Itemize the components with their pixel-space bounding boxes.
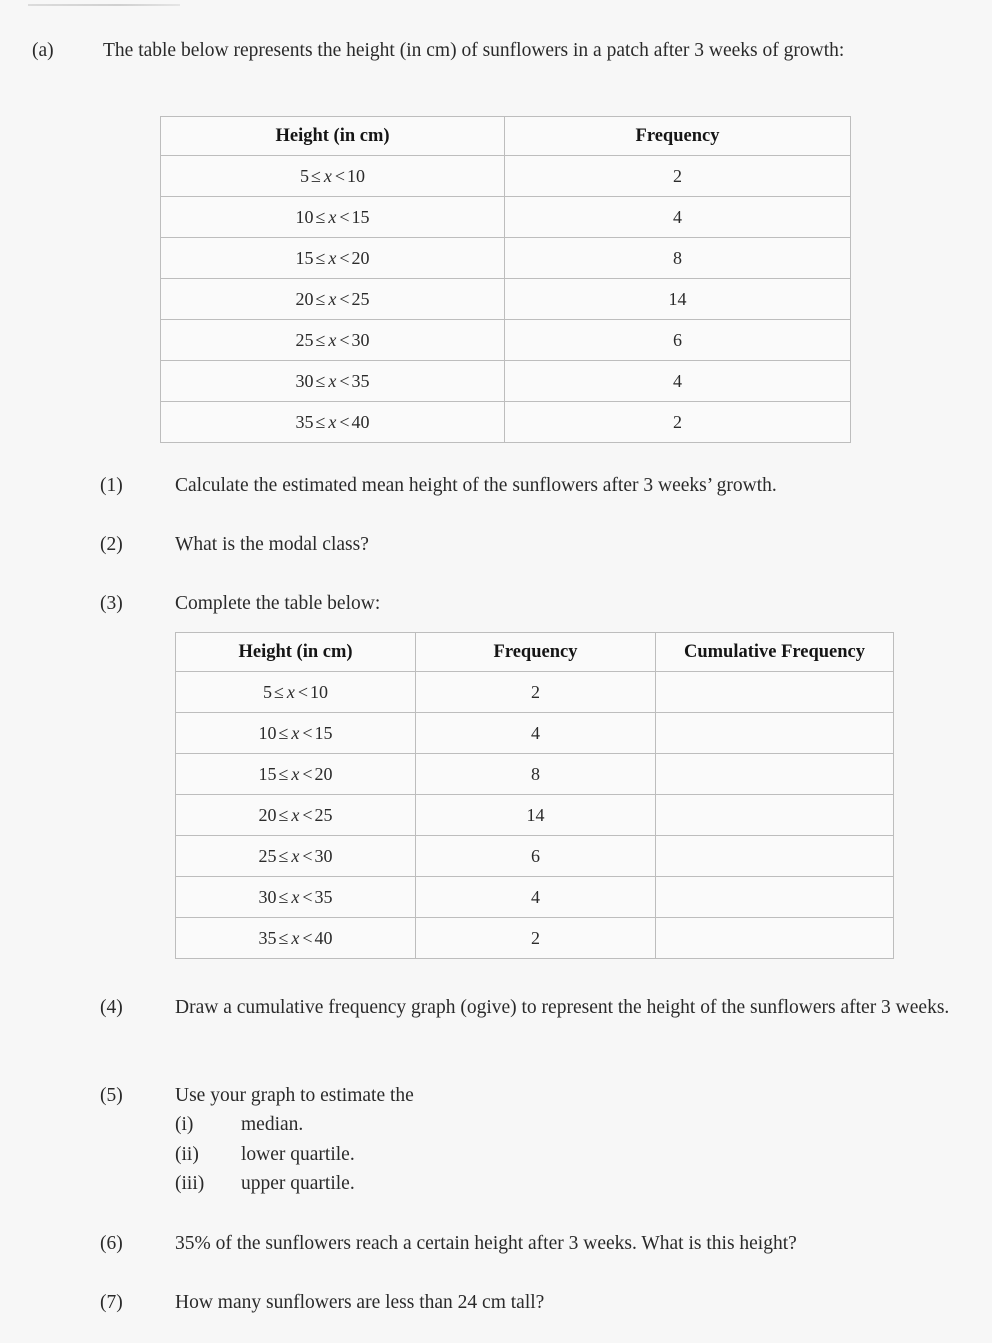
interval-variable: x: [291, 722, 300, 743]
question-1-text: Calculate the estimated mean height of the sunflowers after 3 weeks’ growth.: [175, 475, 777, 496]
cell-frequency: 4: [505, 361, 851, 402]
cell-frequency: 14: [416, 795, 656, 836]
interval-relation-upper: <: [302, 804, 313, 825]
interval-upper-bound: 10: [310, 681, 329, 702]
cell-cumulative-frequency-blank[interactable]: [656, 836, 894, 877]
height-interval: [258, 846, 332, 866]
column-header-height: Height (in cm): [161, 117, 505, 156]
column-header-frequency: Frequency: [505, 117, 851, 156]
interval-relation-upper: <: [302, 886, 313, 907]
interval-relation-upper: <: [339, 329, 350, 350]
cell-cumulative-frequency-blank[interactable]: [656, 918, 894, 959]
interval-lower-bound: 15: [258, 763, 277, 784]
cell-height-interval: [176, 754, 416, 795]
table-row: [176, 918, 894, 959]
interval-lower-bound: 30: [295, 370, 314, 391]
cell-height-interval: [176, 918, 416, 959]
interval-variable: x: [291, 763, 300, 784]
cell-frequency: 2: [505, 156, 851, 197]
cell-height-interval: [176, 877, 416, 918]
question-6-text: 35% of the sunflowers reach a certain height after 3 weeks. What is this height?: [175, 1233, 797, 1254]
height-interval: [258, 764, 332, 784]
cell-height-interval: [161, 156, 505, 197]
interval-upper-bound: 40: [314, 927, 333, 948]
interval-upper-bound: 30: [314, 845, 333, 866]
cell-frequency: 8: [505, 238, 851, 279]
interval-upper-bound: 40: [351, 411, 370, 432]
height-interval: [295, 371, 369, 391]
cell-frequency: 6: [416, 836, 656, 877]
cell-cumulative-frequency-blank[interactable]: [656, 713, 894, 754]
interval-upper-bound: 15: [351, 206, 370, 227]
question-5-label: (5): [100, 1085, 123, 1106]
question-5-subitem: [175, 1169, 962, 1199]
question-item-2: [100, 530, 962, 559]
table-row: [161, 402, 851, 443]
interval-variable: x: [328, 288, 337, 309]
interval-relation-upper: <: [297, 681, 309, 702]
height-interval: [295, 207, 369, 227]
interval-lower-bound: 20: [295, 288, 314, 309]
subitem-label: (ii): [175, 1143, 199, 1165]
cell-height-interval: [176, 795, 416, 836]
height-interval: [258, 805, 332, 825]
interval-lower-bound: 20: [258, 804, 277, 825]
interval-relation-upper: <: [334, 165, 346, 186]
subitem-text: median.: [241, 1114, 304, 1135]
column-header-cumulative-frequency: Cumulative Frequency: [656, 633, 894, 672]
table-row: [176, 672, 894, 713]
cell-frequency: 2: [416, 672, 656, 713]
interval-lower-bound: 10: [295, 206, 314, 227]
cell-height-interval: [176, 713, 416, 754]
question-5-subitem: [175, 1140, 962, 1170]
interval-relation-upper: <: [302, 927, 313, 948]
question-7-label: (7): [100, 1292, 123, 1313]
interval-upper-bound: 20: [314, 763, 333, 784]
interval-variable: x: [328, 247, 337, 268]
cell-cumulative-frequency-blank[interactable]: [656, 672, 894, 713]
subitem-label: (iii): [175, 1173, 205, 1194]
interval-upper-bound: 25: [314, 804, 333, 825]
frequency-table: [160, 116, 851, 443]
question-3-label: (3): [100, 593, 123, 614]
table-row: [161, 361, 851, 402]
cell-frequency: 2: [416, 918, 656, 959]
interval-lower-bound: 5: [262, 681, 272, 702]
question-item-7: [100, 1288, 962, 1317]
interval-upper-bound: 10: [347, 165, 366, 186]
height-interval: [295, 248, 369, 268]
interval-relation-lower: ≤: [278, 886, 289, 907]
table-row: [176, 877, 894, 918]
interval-lower-bound: 35: [295, 411, 314, 432]
interval-variable: x: [323, 165, 332, 186]
table-row: [161, 320, 851, 361]
interval-upper-bound: 20: [351, 247, 370, 268]
interval-relation-upper: <: [339, 370, 350, 391]
question-item-6: [100, 1229, 962, 1258]
cell-frequency: 2: [505, 402, 851, 443]
interval-relation-lower: ≤: [315, 329, 326, 350]
height-interval: [295, 289, 369, 309]
table-header-row: [176, 633, 894, 672]
cell-height-interval: [161, 279, 505, 320]
interval-variable: x: [291, 845, 300, 866]
question-2-label: (2): [100, 534, 123, 555]
height-interval: [295, 412, 369, 432]
question-5-body: [175, 1081, 962, 1199]
interval-variable: x: [286, 681, 295, 702]
height-interval: [258, 887, 332, 907]
height-interval: [300, 166, 365, 186]
interval-variable: x: [291, 927, 300, 948]
height-interval: [258, 723, 332, 743]
interval-relation-lower: ≤: [278, 722, 289, 743]
cell-height-interval: [176, 836, 416, 877]
table-header-row: [161, 117, 851, 156]
interval-relation-upper: <: [339, 288, 350, 309]
table-row: [176, 836, 894, 877]
interval-upper-bound: 35: [314, 886, 333, 907]
cell-cumulative-frequency-blank[interactable]: [656, 795, 894, 836]
height-interval: [263, 682, 328, 702]
interval-upper-bound: 15: [314, 722, 333, 743]
question-2-text: What is the modal class?: [175, 534, 369, 555]
part-a-intro-text: The table below represents the height (in cm) of sunflowers in a patch after 3 weeks of growth:: [103, 40, 845, 61]
interval-variable: x: [291, 886, 300, 907]
cumulative-frequency-table-body: [176, 672, 894, 959]
interval-relation-upper: <: [302, 722, 313, 743]
question-7-text: How many sunflowers are less than 24 cm tall?: [175, 1292, 545, 1313]
question-5-subitem: [175, 1110, 962, 1140]
table-row: [176, 754, 894, 795]
interval-lower-bound: 15: [295, 247, 314, 268]
interval-relation-lower: ≤: [315, 206, 326, 227]
question-item-3: [100, 589, 962, 618]
interval-relation-upper: <: [302, 763, 313, 784]
question-4-text: Draw a cumulative frequency graph (ogive) to represent the height of the sunflowers after 3 weeks.: [175, 997, 950, 1018]
question-item-5: [100, 1081, 962, 1199]
interval-upper-bound: 35: [351, 370, 370, 391]
interval-relation-lower: ≤: [273, 681, 284, 702]
interval-relation-upper: <: [339, 247, 350, 268]
interval-relation-lower: ≤: [315, 288, 326, 309]
interval-upper-bound: 30: [351, 329, 370, 350]
table-row: [161, 156, 851, 197]
interval-relation-lower: ≤: [278, 804, 289, 825]
subitem-text: upper quartile.: [241, 1173, 355, 1194]
cumulative-frequency-table: [175, 632, 894, 959]
interval-lower-bound: 25: [295, 329, 314, 350]
interval-lower-bound: 35: [258, 927, 277, 948]
table-row: [161, 238, 851, 279]
interval-variable: x: [328, 206, 337, 227]
subitem-label: (i): [175, 1114, 194, 1135]
table-row: [176, 713, 894, 754]
cell-cumulative-frequency-blank[interactable]: [656, 877, 894, 918]
question-4-label: (4): [100, 997, 123, 1018]
question-6-label: (6): [100, 1233, 123, 1254]
interval-relation-lower: ≤: [278, 927, 289, 948]
cell-frequency: 4: [416, 713, 656, 754]
interval-variable: x: [328, 329, 337, 350]
question-5-text: Use your graph to estimate the: [175, 1085, 414, 1106]
cell-frequency: 6: [505, 320, 851, 361]
question-item-4: [100, 993, 962, 1022]
interval-relation-upper: <: [339, 206, 350, 227]
height-interval: [258, 928, 332, 948]
cell-frequency: 4: [505, 197, 851, 238]
interval-relation-lower: ≤: [315, 370, 326, 391]
column-header-frequency: Frequency: [416, 633, 656, 672]
interval-relation-lower: ≤: [278, 763, 289, 784]
question-3-text: Complete the table below:: [175, 593, 381, 614]
interval-lower-bound: 25: [258, 845, 277, 866]
table-row: [176, 795, 894, 836]
cell-height-interval: [161, 320, 505, 361]
cell-frequency: 14: [505, 279, 851, 320]
interval-upper-bound: 25: [351, 288, 370, 309]
cell-height-interval: [161, 402, 505, 443]
interval-variable: x: [328, 370, 337, 391]
table-row: [161, 279, 851, 320]
interval-relation-lower: ≤: [315, 411, 326, 432]
frequency-table-body: [161, 156, 851, 443]
cell-height-interval: [161, 238, 505, 279]
part-a-label: (a): [32, 40, 54, 61]
interval-relation-lower: ≤: [310, 165, 321, 186]
subitem-text: lower quartile.: [241, 1143, 355, 1165]
interval-relation-upper: <: [339, 411, 350, 432]
question-item-1: [100, 471, 962, 500]
interval-variable: x: [328, 411, 337, 432]
cell-height-interval: [176, 672, 416, 713]
cell-height-interval: [161, 197, 505, 238]
part-a-block: [32, 36, 962, 65]
cell-frequency: 8: [416, 754, 656, 795]
scan-line-artifact: [28, 4, 180, 6]
cell-cumulative-frequency-blank[interactable]: [656, 754, 894, 795]
question-5-subitems: [175, 1110, 962, 1199]
interval-variable: x: [291, 804, 300, 825]
interval-relation-upper: <: [302, 845, 313, 866]
cell-frequency: 4: [416, 877, 656, 918]
table-row: [161, 197, 851, 238]
interval-lower-bound: 5: [299, 165, 309, 186]
column-header-height: Height (in cm): [176, 633, 416, 672]
interval-lower-bound: 10: [258, 722, 277, 743]
cell-height-interval: [161, 361, 505, 402]
question-1-label: (1): [100, 475, 123, 496]
interval-lower-bound: 30: [258, 886, 277, 907]
interval-relation-lower: ≤: [278, 845, 289, 866]
height-interval: [295, 330, 369, 350]
interval-relation-lower: ≤: [315, 247, 326, 268]
